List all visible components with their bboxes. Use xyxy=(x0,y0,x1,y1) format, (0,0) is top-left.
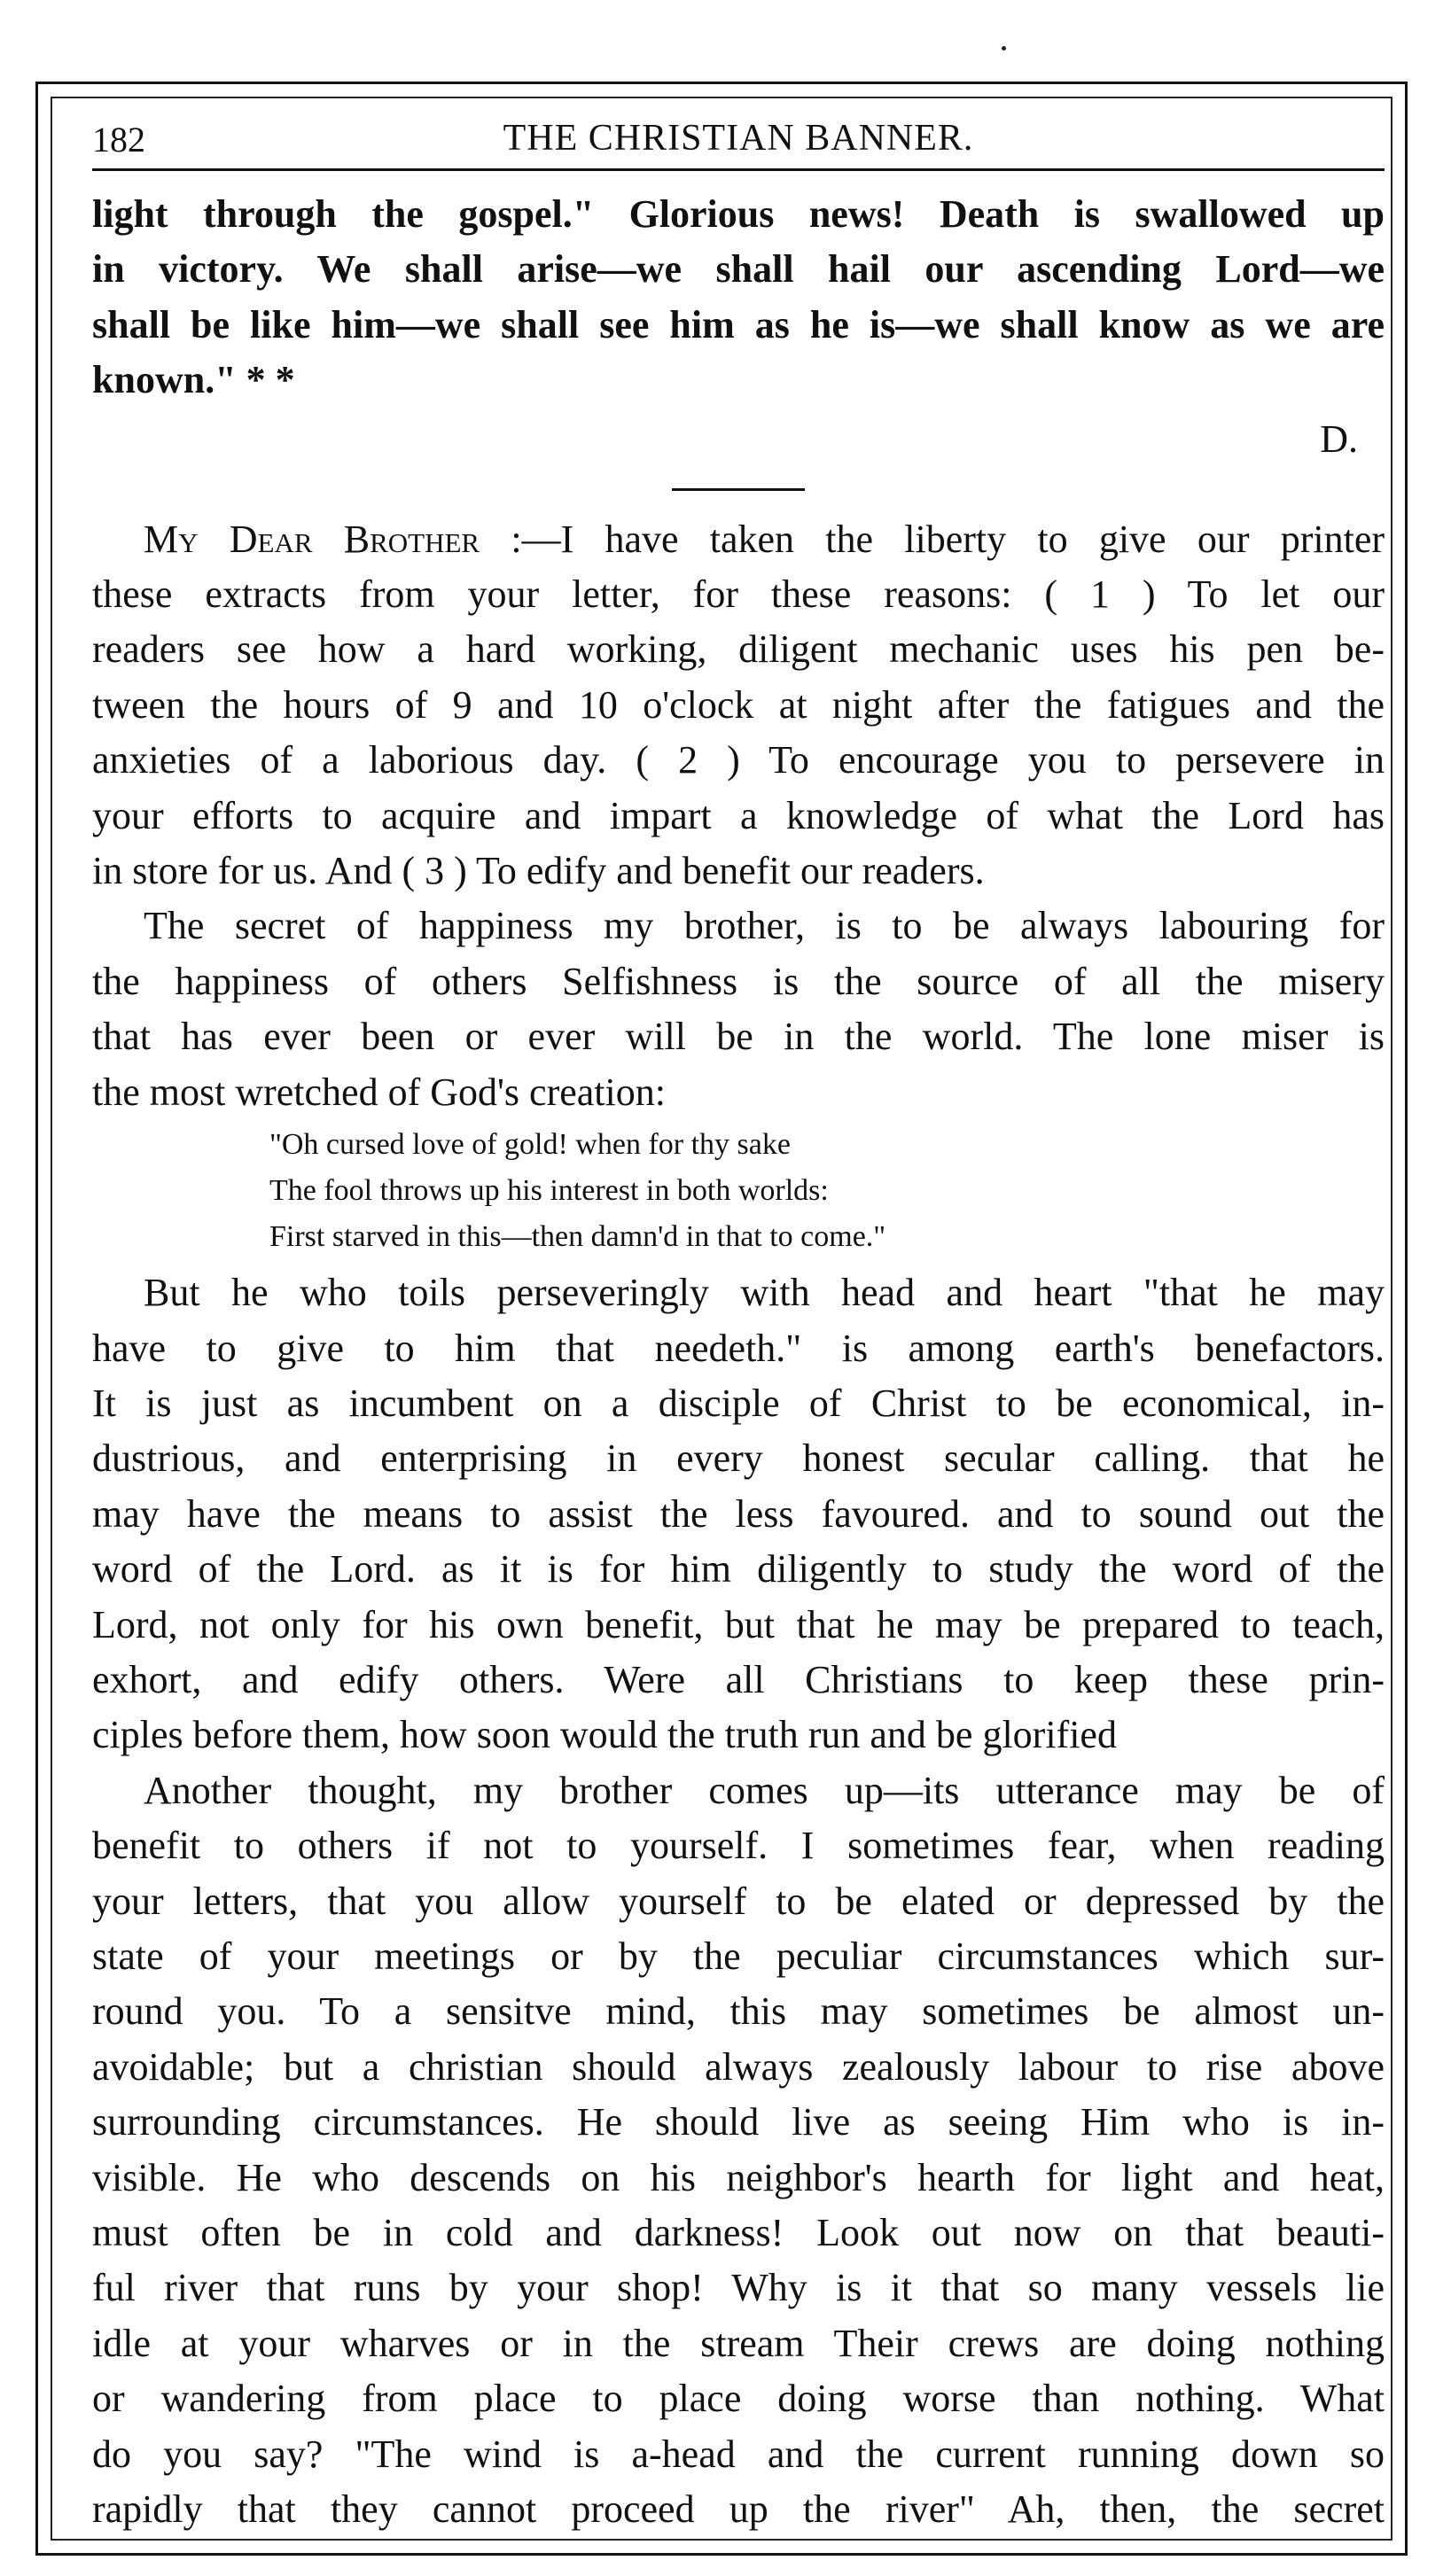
text-line: may have the means to assist the less favoured. and to sound out the xyxy=(92,1491,1385,1536)
text-line: Another thought, my brother comes up—its utterance may be of xyxy=(144,1768,1385,1812)
signature: D. xyxy=(1320,416,1358,461)
text-line: your letters, that you allow yourself to be elated or depressed by the xyxy=(92,1879,1385,1923)
text-line: these extracts from your letter, for these reasons: ( 1 ) To let our xyxy=(92,572,1385,617)
text-line: state of your meetings or by the peculiar circumstances which sur- xyxy=(92,1934,1385,1978)
text-line: light through the gospel." Glorious news! Death is swallowed up xyxy=(92,192,1385,236)
text-line: ful river that runs by your shop! Why is it that so many vessels lie xyxy=(92,2266,1385,2310)
text-line: readers see how a hard working, diligent mechanic uses his pen be- xyxy=(92,627,1385,672)
text-line: in victory. We shall arise—we shall hail our ascending Lord—we xyxy=(92,247,1385,292)
text-line-rest: :—I have taken the liberty to give our printer xyxy=(511,517,1385,561)
text-line: Lord, not only for his own benefit, but that he may be prepared to teach, xyxy=(92,1602,1385,1646)
text-line: do you say? "The wind is a-head and the current running down so xyxy=(92,2432,1385,2476)
letter-paragraph-2 xyxy=(92,899,1385,1120)
text-line: exhort, and edify others. Were all Christians to keep these prin- xyxy=(92,1657,1385,1701)
text-line: rapidly that they cannot proceed up the river" Ah, then, the secret xyxy=(92,2487,1385,2532)
poem-line: First starved in this—then damn'd in that to come." xyxy=(269,1220,886,1254)
text-line: word of the Lord. as it is for him diligently to study the word of the xyxy=(92,1547,1385,1592)
text-line: shall be like him—we shall see him as he is—we shall know as we are xyxy=(92,302,1385,346)
section-divider xyxy=(672,488,805,491)
closing-paragraph xyxy=(92,187,1385,409)
text-line: the most wretched of God's creation: xyxy=(92,1070,666,1114)
text-line: known." * * xyxy=(92,358,295,402)
text-line: your efforts to acquire and impart a knowledge of what the Lord has xyxy=(92,793,1385,837)
letter-paragraph-1 xyxy=(92,512,1385,899)
text-line: in store for us. And ( 3 ) To edify and benefit our readers. xyxy=(92,849,985,893)
text-line: anxieties of a laborious day. ( 2 ) To encourage you to persevere in xyxy=(92,738,1385,782)
text-line: round you. To a sensitve mind, this may sometimes be almost un- xyxy=(92,1989,1385,2034)
text-line: surrounding circumstances. He should live as seeing Him who is in- xyxy=(92,2100,1385,2144)
salutation: My Dear Brother xyxy=(144,517,480,561)
text-line: ciples before them, how soon would the truth run and be glorified xyxy=(92,1713,1117,1757)
text-line: tween the hours of 9 and 10 o'clock at night after the fatigues and the xyxy=(92,682,1385,727)
text-line: avoidable; but a christian should always zealously labour to rise above xyxy=(92,2044,1385,2089)
text-line: visible. He who descends on his neighbor's hearth for light and heat, xyxy=(92,2155,1385,2199)
text-line: benefit to others if not to yourself. I sometimes fear, when reading xyxy=(92,1824,1385,1868)
text-line: that has ever been or ever will be in the world. The lone miser is xyxy=(92,1015,1385,1059)
letter-paragraph-3 xyxy=(92,1265,1385,1763)
text-line xyxy=(92,512,1385,567)
stray-dot xyxy=(1002,46,1006,51)
text-line: It is just as incumbent on a disciple of Christ to be economical, in- xyxy=(92,1381,1385,1425)
text-line: must often be in cold and darkness! Look out now on that beauti- xyxy=(92,2211,1385,2254)
poem-quotation xyxy=(269,1122,1385,1260)
text-line: the happiness of others Selfishness is the source of all the misery xyxy=(92,959,1385,1003)
text-line: The secret of happiness my brother, is to be always labouring for xyxy=(144,904,1385,948)
letter-paragraph-4 xyxy=(92,1763,1385,2538)
text-line: dustrious, and enterprising in every honest secular calling. that he xyxy=(92,1436,1385,1481)
poem-line: "Oh cursed love of gold! when for thy sake xyxy=(269,1128,791,1162)
text-line: have to give to him that needeth." is among earth's benefactors. xyxy=(92,1326,1385,1370)
page-content xyxy=(92,105,1385,2537)
running-title: THE CHRISTIAN BANNER. xyxy=(503,118,974,159)
text-line: or wandering from place to place doing worse than nothing. What xyxy=(92,2377,1385,2421)
page-header xyxy=(92,105,1385,171)
text-line: But he who toils perseveringly with head and heart "that he may xyxy=(144,1271,1385,1315)
poem-line: The fool throws up his interest in both worlds: xyxy=(269,1174,829,1208)
text-line: idle at your wharves or in the stream Their crews are doing nothing xyxy=(92,2321,1385,2365)
page-number: 182 xyxy=(92,120,145,160)
